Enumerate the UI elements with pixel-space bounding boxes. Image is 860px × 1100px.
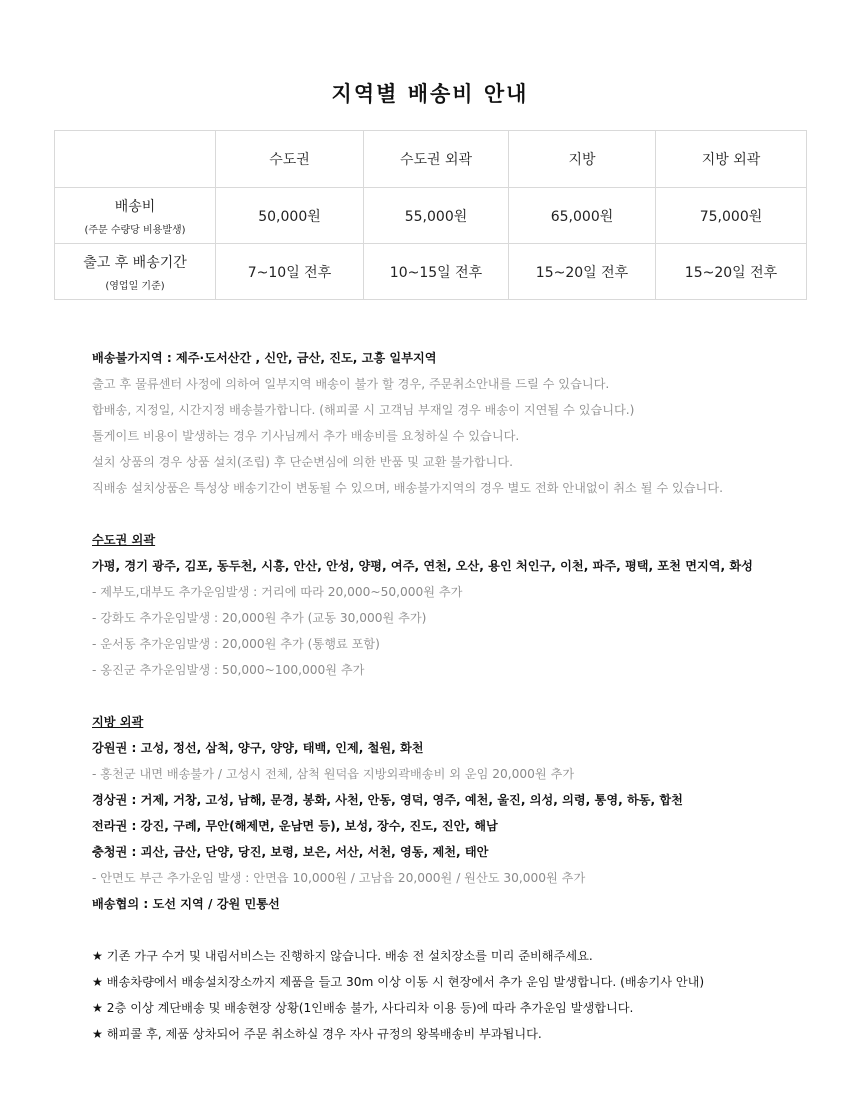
chungcheong-note: - 안면도 부근 추가운임 발생 : 안면읍 10,000원 / 고남읍 20,000원 / 원산도 30,000원 추가 [92, 871, 586, 885]
table-row-fee [55, 188, 807, 244]
chungcheong-areas: 충청권 : 괴산, 금산, 단양, 당진, 보령, 보은, 서산, 서천, 영동, 제천, 태안 [92, 845, 489, 859]
table-cell: 7~10일 전후 [216, 244, 364, 300]
table-cell: 65,000원 [509, 188, 656, 244]
page-title: 지역별 배송비 안내 [331, 82, 529, 106]
metro-outer-extra: - 제부도,대부도 추가운임발생 : 거리에 따라 20,000~50,000원 추가 [92, 585, 463, 599]
table-cell: 75,000원 [656, 188, 807, 244]
star-note: ★ 2층 이상 계단배송 및 배송현장 상황(1인배송 불가, 사다리차 이용 등)에 따라 추가운임 발생합니다. [92, 1001, 634, 1015]
metro-outer-heading: 수도권 외곽 [92, 533, 156, 547]
general-note: 톨게이트 비용이 발생하는 경우 기사님께서 추가 배송비를 요청하실 수 있습니다. [92, 429, 520, 443]
table-header-cell: 수도권 외곽 [364, 131, 509, 188]
star-note: ★ 배송차량에서 배송설치장소까지 제품을 들고 30m 이상 이동 시 현장에서 추가 운임 발생합니다. (배송기사 안내) [92, 975, 705, 989]
table-header-row [55, 131, 807, 188]
table-cell: 55,000원 [364, 188, 509, 244]
star-note: ★ 해피콜 후, 제품 상차되어 주문 취소하실 경우 자사 규정의 왕복배송비 부과됩니다. [92, 1027, 542, 1041]
row-label-cell [55, 244, 216, 300]
gyeongsang-areas: 경상권 : 거제, 거창, 고성, 남해, 문경, 봉화, 사천, 안동, 영덕, 영주, 예천, 울진, 의성, 의령, 통영, 하동, 합천 [92, 793, 683, 807]
table-header-cell: 지방 외곽 [656, 131, 807, 188]
metro-outer-extra: - 옹진군 추가운임발생 : 50,000~100,000원 추가 [92, 663, 365, 677]
general-note: 설치 상품의 경우 상품 설치(조립) 후 단순변심에 의한 반품 및 교환 불가합니다. [92, 455, 513, 469]
table-cell: 50,000원 [216, 188, 364, 244]
general-note: 합배송, 지정일, 시간지정 배송불가합니다. (해피콜 시 고객님 부재일 경우 배송이 지연될 수 있습니다.) [92, 403, 635, 417]
table-row-period [55, 244, 807, 300]
gangwon-note: - 홍천군 내면 배송불가 / 고성시 전체, 삼척 원덕읍 지방외곽배송비 외 운임 20,000원 추가 [92, 767, 575, 781]
shipping-fee-table [54, 130, 807, 300]
table-header-cell: 수도권 [216, 131, 364, 188]
delivery-consult: 배송협의 : 도선 지역 / 강원 민통선 [92, 897, 280, 911]
regional-outer-heading: 지방 외곽 [92, 715, 144, 729]
table-header-cell [55, 131, 216, 188]
row-label-cell [55, 188, 216, 244]
star-note: ★ 기존 가구 수거 및 내림서비스는 진행하지 않습니다. 배송 전 설치장소를 미리 준비해주세요. [92, 949, 593, 963]
shipping-notes [92, 345, 832, 1047]
unavailable-areas-heading: 배송불가지역 : 제주·도서산간 , 신안, 금산, 진도, 고흥 일부지역 [92, 351, 437, 365]
table-cell: 10~15일 전후 [364, 244, 509, 300]
metro-outer-extra: - 운서동 추가운임발생 : 20,000원 추가 (통행료 포함) [92, 637, 380, 651]
table-cell: 15~20일 전후 [656, 244, 807, 300]
table-header-cell: 지방 [509, 131, 656, 188]
metro-outer-areas: 가평, 경기 광주, 김포, 동두천, 시흥, 안산, 안성, 양평, 여주, 연천, 오산, 용인 처인구, 이천, 파주, 평택, 포천 면지역, 화성 [92, 559, 753, 573]
gangwon-areas: 강원권 : 고성, 정선, 삼척, 양구, 양양, 태백, 인제, 철원, 화천 [92, 741, 424, 755]
table-cell: 15~20일 전후 [509, 244, 656, 300]
general-note: 직배송 설치상품은 특성상 배송기간이 변동될 수 있으며, 배송불가지역의 경우 별도 전화 안내없이 취소 될 수 있습니다. [92, 481, 723, 495]
row-sublabel: (영업일 기준) [105, 280, 165, 292]
metro-outer-extra: - 강화도 추가운임발생 : 20,000원 추가 (교동 30,000원 추가) [92, 611, 427, 625]
jeolla-areas: 전라권 : 강진, 구례, 무안(해제면, 운남면 등), 보성, 장수, 진도, 진안, 해남 [92, 819, 498, 833]
row-label: 배송비 [114, 198, 156, 215]
general-note: 출고 후 물류센터 사정에 의하여 일부지역 배송이 불가 할 경우, 주문취소안내를 드릴 수 있습니다. [92, 377, 610, 391]
row-label: 출고 후 배송기간 [83, 254, 187, 271]
row-sublabel: (주문 수량당 비용발생) [84, 224, 186, 236]
